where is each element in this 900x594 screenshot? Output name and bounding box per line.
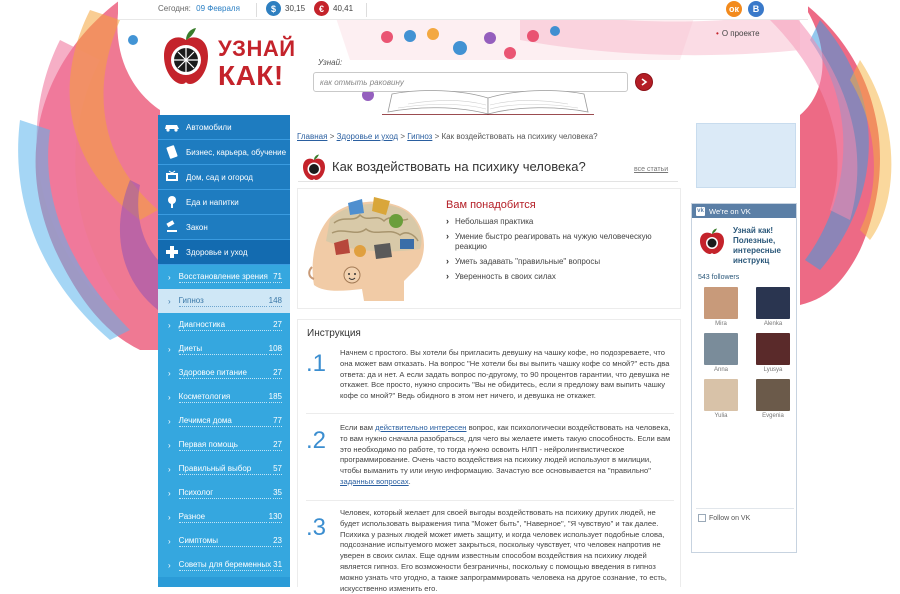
subcategory-item[interactable] [158, 361, 290, 385]
subcategory-item[interactable] [158, 553, 290, 577]
logo-text-line1[interactable]: УЗНАЙ [218, 36, 296, 61]
site-header [158, 22, 798, 118]
step-number: .1 [306, 350, 327, 377]
subcategory-count: 148 [268, 295, 282, 305]
car-icon [158, 122, 186, 132]
date-label-text: Сегодня: [158, 4, 191, 13]
subcategory-count: 35 [273, 487, 282, 497]
step-text-part: вопрос, как психологически воздействовать на человека, то вам нужно сначала разобраться, для чего вы желаете иметь такую способность. Если вам это необходимо по работе, то тогда нужно освоить НЛП - нейролингвистическое программирование. Очень часто воздействия на психику людей используют в милиции, чтобы выманить ту или иную информацию. Зачастую все основывается на "правильно" [340, 423, 671, 476]
chevron-right-icon: › [168, 416, 171, 426]
subcategory-label: Лечимся дома [179, 416, 271, 427]
chevron-right-icon: › [168, 512, 171, 522]
subcategory-item[interactable] [158, 385, 290, 409]
vk-follower-name: Alenka [763, 321, 783, 327]
vk-followers-count[interactable]: 543 followers [698, 274, 740, 281]
vk-follower-name: Anna [713, 367, 728, 373]
vk-icon[interactable]: В [748, 1, 764, 17]
breadcrumb-separator: > [400, 132, 405, 141]
category-business[interactable] [158, 140, 290, 165]
breadcrumb [297, 132, 598, 141]
search-button[interactable] [635, 73, 653, 91]
category-label: Бизнес, карьера, обучение [186, 147, 287, 157]
vk-group-name[interactable]: Узнай как! Полезные, интересные инструкц [733, 226, 781, 265]
subcategory-item[interactable] [158, 337, 290, 361]
subcategory-count: 23 [273, 535, 282, 545]
step-divider [306, 500, 674, 501]
category-cars[interactable] [158, 115, 290, 140]
vk-follow-label: Follow on VK [709, 514, 751, 522]
all-articles-link[interactable]: все статьи [634, 166, 669, 173]
vk-follower[interactable] [702, 333, 740, 375]
arrow-right-icon [640, 78, 648, 86]
vk-follow-button[interactable] [698, 514, 750, 522]
chevron-right-icon: › [168, 368, 171, 378]
apple-logo-icon[interactable] [160, 26, 212, 88]
title-divider [298, 181, 678, 182]
vk-follower-name: Lyusya [763, 367, 783, 373]
right-column [688, 115, 800, 587]
subcategory-count: 57 [273, 463, 282, 473]
food-icon [158, 195, 186, 209]
subcategory-count: 27 [273, 367, 282, 377]
dollar-icon: $ [266, 1, 281, 16]
breadcrumb-health[interactable]: Здоровье и уход [336, 132, 399, 141]
chevron-right-icon: › [168, 488, 171, 498]
chevron-right-icon: › [168, 464, 171, 474]
vk-follower[interactable] [754, 379, 792, 421]
subcategory-label: Диагностика [179, 320, 271, 331]
step-number: .2 [306, 427, 327, 454]
subcategory-count: 31 [273, 559, 283, 569]
date-label [158, 4, 240, 13]
breadcrumb-separator: > [434, 132, 440, 141]
apple-title-icon [302, 153, 326, 181]
subcategory-item[interactable] [158, 457, 290, 481]
date-value: 09 Февраля [196, 4, 240, 13]
odnoklassniki-icon[interactable]: ок [726, 1, 742, 17]
category-food-drinks[interactable] [158, 190, 290, 215]
requirements-title: Вам понадобится [446, 199, 536, 211]
top-bar [118, 0, 808, 20]
subcategory-item[interactable] [158, 409, 290, 433]
subcategory-label: Разное [179, 512, 267, 523]
subcategory-label: Косметология [179, 392, 267, 403]
subcategory-count: 185 [268, 391, 282, 401]
list-item: › Уметь задавать "правильные" вопросы [446, 257, 676, 267]
subcategory-item[interactable] [158, 505, 290, 529]
step-text [340, 423, 672, 488]
subcategory-item[interactable] [158, 265, 290, 289]
vk-logo-icon: vk [697, 208, 704, 214]
subcategory-label: Психолог [179, 488, 271, 499]
category-law[interactable] [158, 215, 290, 240]
subcategory-label: Советы для беременных [178, 559, 272, 569]
category-label: Здоровье и уход [186, 247, 248, 257]
vk-widget-header [692, 204, 796, 218]
subcategory-item[interactable] [158, 529, 290, 553]
phone-icon [158, 145, 186, 159]
chevron-right-icon: › [168, 272, 171, 282]
avatar [756, 333, 790, 365]
step-text: Начнем с простого. Вы хотели бы пригласить девушку на чашку кофе, но подозреваете, что она может вам отказать. На вопрос "Не хотели бы вы выпить чашку кофе со мной?" есть два ответа: да и нет. А если задать вопрос по-другому, то 90 процентов гарантии, что девушка не откажет. Все просто, нужно спросить "Вы не обидитесь, если я предложу вам выпить чашку кофе со мной?" Ведь обидного в этом нет ничего, и девушка не откажет. [340, 348, 670, 401]
vk-widget-title: We're on VK [709, 206, 751, 216]
vk-follower[interactable] [754, 287, 792, 329]
category-label: Дом, сад и огород [186, 172, 253, 182]
vk-follower[interactable] [702, 287, 740, 329]
step-number: .3 [306, 514, 327, 541]
category-label: Еда и напитки [186, 197, 239, 207]
ad-placeholder [696, 123, 796, 188]
category-label: Закон [186, 222, 208, 232]
step-divider [306, 413, 674, 414]
about-project-link[interactable]: • О проекте [716, 29, 760, 38]
chevron-right-icon: › [168, 560, 171, 570]
article-link[interactable]: заданных вопросах [340, 476, 409, 486]
subcategory-label: Первая помощь [179, 440, 271, 451]
avatar [704, 379, 738, 411]
euro-icon: € [314, 1, 329, 16]
list-item: › Небольшая практика [446, 217, 676, 227]
avatar [704, 287, 738, 319]
step-text-part: . [408, 476, 411, 486]
chevron-right-icon: › [168, 344, 171, 354]
category-label: Автомобили [186, 122, 232, 132]
breadcrumb-hypnosis[interactable]: Гипноз [407, 132, 433, 141]
chevron-right-icon: › [168, 392, 171, 402]
breadcrumb-separator: > [329, 132, 335, 141]
list-item: › Уверенность в своих силах [446, 272, 676, 282]
group-avatar[interactable] [697, 226, 727, 256]
article-link[interactable]: действительно интересен [375, 423, 467, 432]
vk-follower-name: Mira [715, 321, 727, 327]
instructions-box [297, 319, 681, 593]
logo-text-line2[interactable]: КАК! [218, 60, 284, 91]
subcategory-count: 27 [273, 319, 282, 329]
usd-rate [266, 1, 305, 16]
eur-rate [314, 1, 353, 16]
subcategory-item[interactable] [158, 313, 290, 337]
vk-follower-name: Yulia [714, 413, 728, 419]
vk-follower-name: Evgenia [762, 413, 784, 419]
vk-followers-grid [702, 287, 792, 421]
open-book-icon [378, 84, 598, 116]
instructions-title: Инструкция [307, 328, 361, 339]
requirements-list [446, 217, 676, 287]
subcategory-label: Здоровое питание [179, 368, 271, 379]
step-text-part: Если вам [340, 423, 376, 432]
breadcrumb-current: Как воздействовать на психику человека? [441, 132, 598, 141]
vk-community-widget [691, 203, 797, 553]
chevron-right-icon: › [168, 320, 171, 330]
medical-cross-icon [158, 245, 186, 259]
vk-divider [696, 508, 794, 509]
vk-follower[interactable] [702, 379, 740, 421]
eur-rate-value: 40,41 [333, 4, 354, 13]
subcategory-label: Восстановление зрения [179, 272, 271, 283]
article-main [290, 115, 688, 593]
avatar [756, 379, 790, 411]
category-home-garden[interactable] [158, 165, 290, 190]
top-separator [366, 3, 367, 17]
gavel-icon [158, 221, 186, 233]
tv-icon [158, 171, 186, 183]
subcategory-count: 108 [268, 343, 282, 353]
subcategory-label: Гипноз [179, 296, 267, 307]
subcategory-label: Правильный выбор [179, 464, 271, 475]
subcategory-item-selected[interactable] [158, 289, 290, 313]
list-item: › Умение быстро реагировать на чужую человеческую реакцию [446, 232, 676, 252]
subcategory-count: 130 [268, 511, 282, 521]
chevron-right-icon: › [168, 296, 171, 306]
top-separator [256, 3, 257, 17]
vk-follower[interactable] [754, 333, 792, 375]
step-text: Человек, который желает для своей выгоды воздействовать на психику других людей, не будет использовать выражения типа "Может быть", "Наверное", "Я чувствую" и так далее. Психика у разных людей может иметь защиту, и когда человек использует подобные слова, подсознание испытуемого может закрыться, поскольку чувствует, что человек напротив не уверен в своих силах. Еще одним известным способом воздействия на психику людей является гипноз. Его возможности безграничны, поскольку с помощью введения в гипноз можно узнать что угодно, а также запрограммировать человека на другое сознание, то есть, искусственно изменить его. [340, 508, 667, 593]
subcategory-label: Симптомы [179, 536, 271, 547]
subcategory-item[interactable] [158, 433, 290, 457]
chevron-right-icon: › [168, 440, 171, 450]
avatar [704, 333, 738, 365]
subcategory-count: 27 [273, 439, 282, 449]
checkbox-icon [698, 514, 706, 522]
subcategory-item[interactable] [158, 481, 290, 505]
category-health[interactable] [158, 240, 290, 265]
requirements-box [297, 188, 681, 309]
subcategory-label: Диеты [179, 344, 267, 355]
usd-rate-value: 30,15 [285, 4, 306, 13]
page-title: Как воздействовать на психику человека? [332, 159, 586, 174]
brain-illustration [304, 193, 432, 305]
category-sidebar [158, 115, 290, 587]
subcategory-count: 71 [273, 271, 282, 281]
search-label: Узнай: [318, 58, 343, 67]
subcategory-count: 77 [273, 415, 282, 425]
breadcrumb-home[interactable]: Главная [297, 132, 328, 141]
avatar [756, 287, 790, 319]
chevron-right-icon: › [168, 536, 171, 546]
